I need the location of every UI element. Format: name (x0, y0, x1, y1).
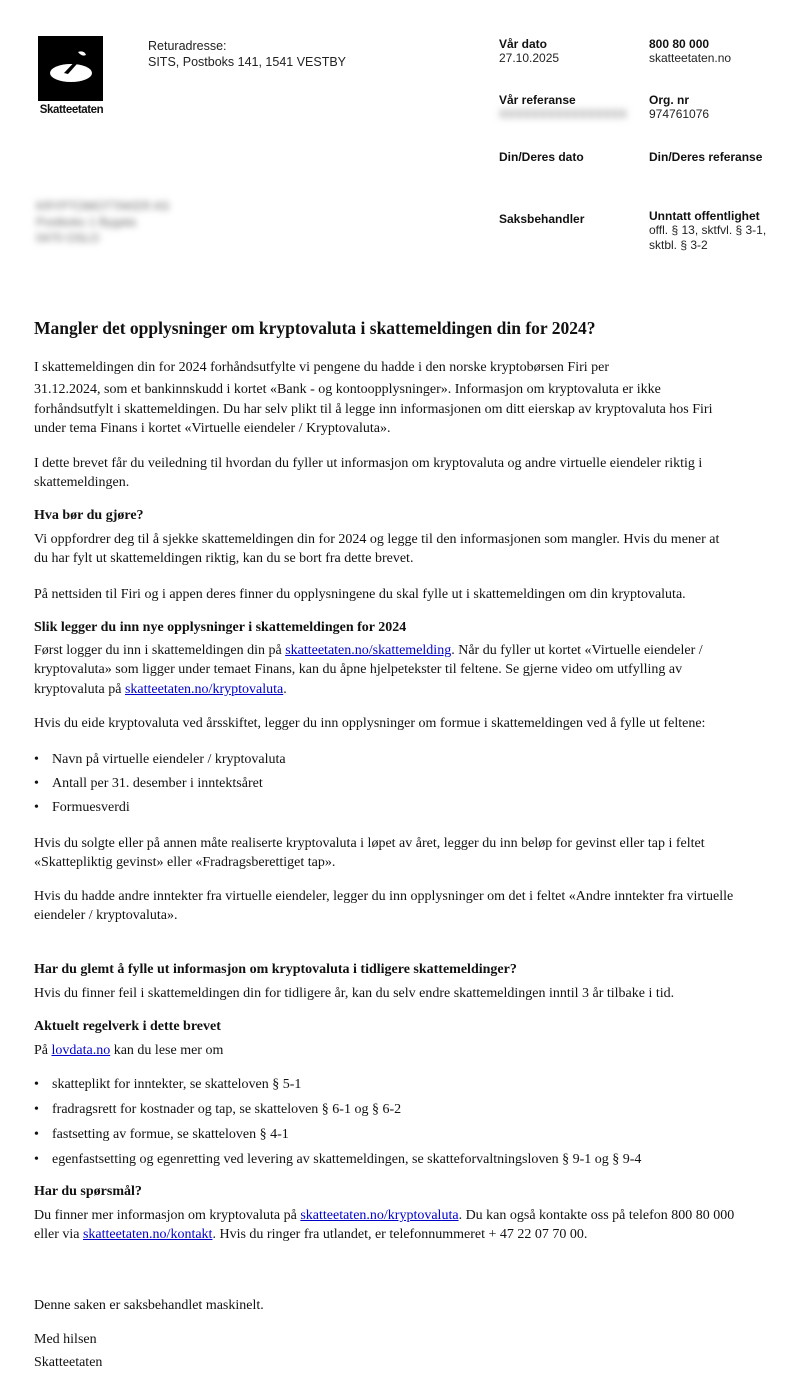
law-intro (34, 1041, 799, 1061)
our-reference (499, 93, 627, 122)
text-span: Først logger du inn i skattemeldingen din på (34, 643, 286, 658)
text-span: . Når du fyller ut kortet «Virtuelle eiendeler / (451, 643, 703, 658)
contact-info (649, 37, 731, 66)
machine-processed-note: Denne saken er saksbehandlet maskinelt. (34, 1298, 264, 1313)
our-date-value: 27.10.2025 (499, 51, 560, 65)
exempt-label: Unntatt offentlighet (649, 209, 760, 223)
owned-paragraph: Hvis du eide kryptovaluta ved årsskiftet, legger du inn opplysninger om formue i skattemeldingen ved å fylle ut feltene: (34, 716, 706, 731)
intro-line: I skattemeldingen din for 2024 forhåndsutfylte vi pengene du hadde i den norske kryptobørsen Firi per (34, 360, 610, 375)
sold-line: «Skattepliktig gevinst» eller «Fradragsberettiget tap». (34, 855, 336, 870)
list-item-text: Antall per 31. desember i inntektsåret (52, 776, 263, 791)
text-span: . Hvis du ringer fra utlandet, er telefonnummeret + 47 22 07 70 00. (212, 1227, 588, 1242)
sold-line: Hvis du solgte eller på annen måte realiserte kryptovaluta i løpet av året, legger du inn beløp for gevinst eller tap i feltet (34, 836, 705, 851)
letter-title: Mangler det opplysninger om kryptovaluta i skattemeldingen din for 2024? (34, 318, 596, 338)
how-line-2: kryptovaluta» som ligger under temaet Finans, kan du åpne hjelpetekster til feltene. Se gjerne video om utfylling av (34, 662, 683, 677)
text-span: På (34, 1043, 52, 1058)
list-item: • fastsetting av formue, se skatteloven § 4-1 (34, 1127, 289, 1142)
org-label: Org. nr (649, 93, 690, 107)
text-span: eller via (34, 1227, 83, 1242)
return-label: Returadresse: (148, 39, 227, 53)
forgot-heading: Har du glemt å fylle ut informasjon om kryptovaluta i tidligere skattemeldinger? (34, 962, 517, 977)
guide-line: I dette brevet får du veiledning til hvordan du fyller ut informasjon om kryptovaluta og andre virtuelle eiendeler riktig i (34, 456, 703, 471)
recipient-line: 0470 OSLO (36, 231, 100, 245)
kryptovaluta-link[interactable]: skatteetaten.no/kryptovaluta (300, 1208, 459, 1223)
text-span: kryptovaluta på (34, 682, 125, 697)
how-line-1 (34, 641, 799, 661)
logo-emblem-icon (38, 36, 103, 101)
return-address (148, 38, 346, 70)
org-value: 974761076 (649, 107, 710, 121)
what-line: du har fylt ut skattemeldingen riktig, kan du se bort fra dette brevet. (34, 551, 414, 566)
law-heading: Aktuelt regelverk i dette brevet (34, 1019, 221, 1034)
website: skatteetaten.no (649, 51, 732, 65)
questions-heading: Har du spørsmål? (34, 1184, 142, 1199)
lovdata-link[interactable]: lovdata.no (51, 1043, 111, 1058)
guide-line: skattemeldingen. (34, 475, 130, 490)
our-ref-redacted: XXXXXXXXXXXXXXXX (499, 107, 628, 121)
recipient-line: Postboks 1 Bygata (36, 215, 137, 229)
list-item-text: Navn på virtuelle eiendeler / kryptovaluta (52, 752, 286, 767)
text-span: . (283, 682, 287, 697)
your-date-label: Din/Deres dato (499, 150, 584, 164)
list-item-text: fradragsrett for kostnader og tap, se skatteloven § 6-1 og § 6-2 (52, 1102, 402, 1117)
questions-line-1 (34, 1206, 799, 1226)
what-heading: Hva bør du gjøre? (34, 508, 144, 523)
forgot-text: Hvis du finner feil i skattemeldingen din for tidligere år, kan du selv endre skattemeldingen inntil 3 år tilbake i tid. (34, 986, 675, 1001)
how-line-3 (34, 680, 799, 700)
how-heading: Slik legger du inn nye opplysninger i skattemeldingen for 2024 (34, 620, 407, 635)
list-item-text: skatteplikt for inntekter, se skatteloven § 5-1 (52, 1077, 302, 1092)
list-item-text: Formuesverdi (52, 800, 130, 815)
exempt-public (649, 209, 766, 253)
skatteetaten-logo (38, 36, 103, 101)
questions-line-2 (34, 1225, 799, 1245)
kontakt-link[interactable]: skatteetaten.no/kontakt (82, 1227, 213, 1242)
exempt-line: offl. § 13, sktfvl. § 3-1, (649, 223, 767, 237)
other-line: eiendeler / kryptovaluta». (34, 908, 178, 923)
list-item: • Antall per 31. desember i inntektsåret (34, 776, 263, 791)
exempt-line: sktbl. § 3-2 (649, 238, 708, 252)
logo-text: Skatteetaten (39, 104, 104, 116)
list-item-text: fastsetting av formue, se skatteloven § 4-1 (52, 1127, 289, 1142)
return-address-value: SITS, Postboks 141, 1541 VESTBY (148, 55, 347, 69)
text-span: Du finner mer informasjon om kryptovaluta på (34, 1208, 301, 1223)
skattemelding-link[interactable]: skatteetaten.no/skattemelding (285, 643, 452, 658)
org-number (649, 93, 709, 122)
list-item: • fradragsrett for kostnader og tap, se skatteloven § 6-1 og § 6-2 (34, 1102, 402, 1117)
list-item: • Navn på virtuelle eiendeler / kryptovaluta (34, 752, 286, 767)
our-date-label: Vår dato (499, 37, 548, 51)
list-item-text: egenfastsetting og egenretting ved levering av skattemeldingen, se skatteforvaltningsloven § 9-1 og § 9-4 (52, 1152, 642, 1167)
text-span: . Du kan også kontakte oss på telefon 800 80 000 (458, 1208, 735, 1223)
intro-line: 31.12.2024, som et bankinnskudd i kortet «Bank - og kontoopplysninger». Informasjon om kryptovaluta er ikke (34, 382, 661, 397)
our-ref-label: Vår referanse (499, 93, 576, 107)
regards: Med hilsen (34, 1332, 97, 1347)
recipient-line: KRYPTOMOTTAKER AS (36, 199, 170, 213)
other-line: Hvis du hadde andre inntekter fra virtuelle eiendeler, legger du inn opplysninger om det i feltet «Andre inntekter fra virtuelle (34, 889, 734, 904)
recipient-address-redacted (36, 198, 169, 246)
intro-line: forhåndsutfylt i skattemeldingen. Du har selv plikt til å legge inn informasjonen om ditt eierskap av kryptovaluta hos Firi (34, 402, 713, 417)
list-item: • egenfastsetting og egenretting ved levering av skattemeldingen, se skatteforvaltningsloven § 9-1 og § 9-4 (34, 1152, 642, 1167)
case-handler-label: Saksbehandler (499, 212, 585, 226)
sender: Skatteetaten (34, 1355, 103, 1370)
kryptovaluta-link[interactable]: skatteetaten.no/kryptovaluta (124, 682, 284, 697)
phone-number: 800 80 000 (649, 37, 710, 51)
firi-paragraph: På nettsiden til Firi og i appen deres finner du opplysningene du skal fylle ut i skattemeldingen om din kryptovaluta. (34, 587, 686, 602)
what-line: Vi oppfordrer deg til å sjekke skattemeldingen din for 2024 og legge til den informasjonen som mangler. Hvis du mener at (34, 532, 720, 547)
list-item: • Formuesverdi (34, 800, 130, 815)
our-date (499, 37, 559, 66)
list-item: • skatteplikt for inntekter, se skatteloven § 5-1 (34, 1077, 302, 1092)
intro-line: under tema Finans i kortet «Virtuelle eiendeler / Kryptovaluta». (34, 421, 391, 436)
text-span: kan du lese mer om (110, 1043, 224, 1058)
your-ref-label: Din/Deres referanse (649, 150, 763, 164)
